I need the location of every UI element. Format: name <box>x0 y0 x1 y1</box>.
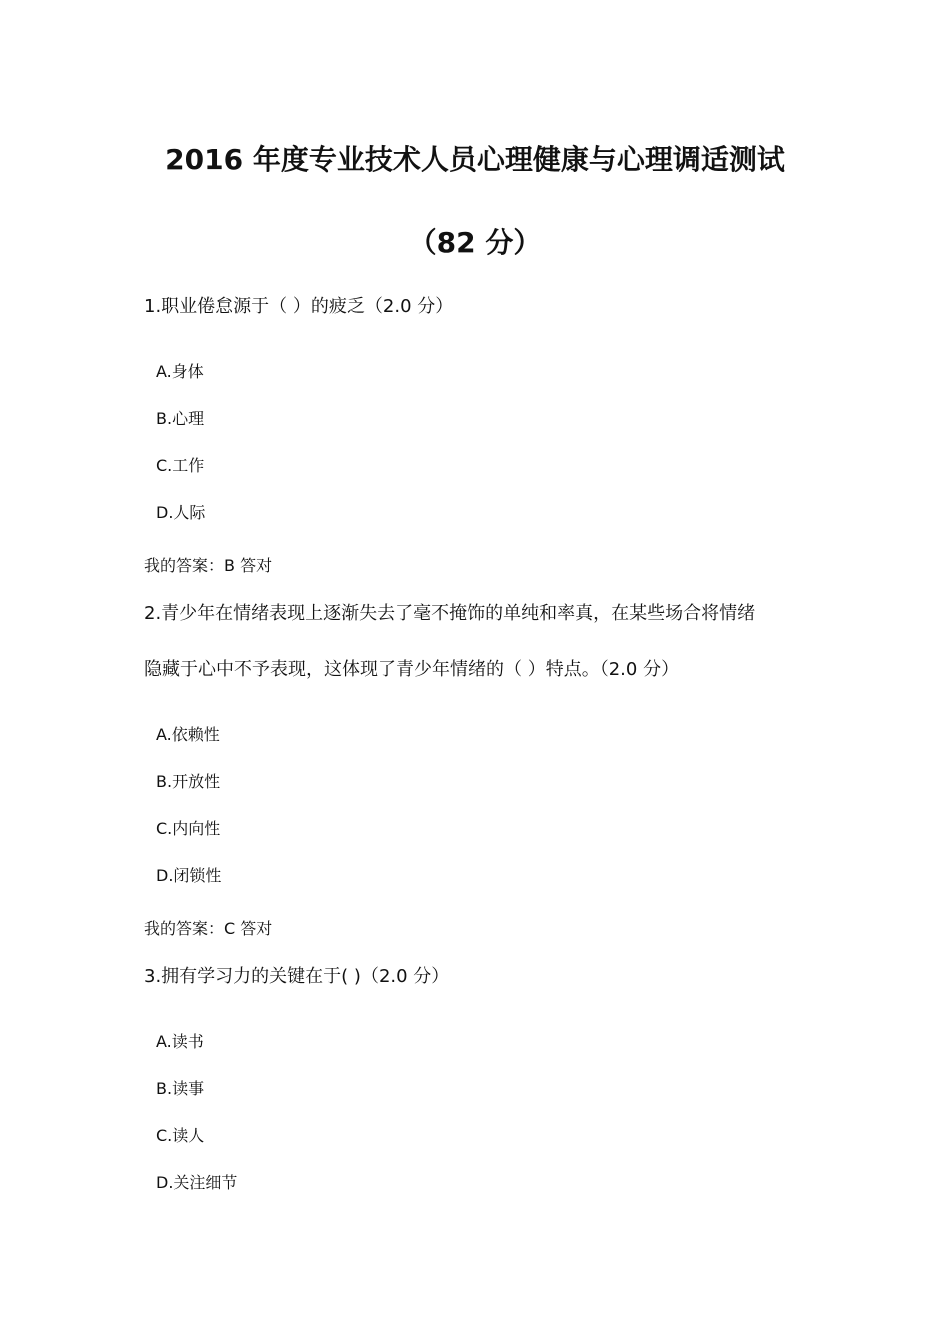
question-1-option-d: D.人际 <box>156 503 206 522</box>
question-1-option-b: B.心理 <box>156 409 205 428</box>
question-1-stem: 1.职业倦怠源于（ ）的疲乏（2.0 分） <box>144 296 454 317</box>
question-1-option-c: C.工作 <box>156 456 205 475</box>
question-3-option-c: C.读人 <box>156 1126 205 1145</box>
question-3-option-b: B.读事 <box>156 1079 205 1098</box>
question-2-answer: 我的答案：C 答对 <box>144 919 273 938</box>
question-3-option-d: D.关注细节 <box>156 1173 238 1192</box>
document-score: （82 分） <box>408 226 542 259</box>
question-1-option-a: A.身体 <box>156 362 204 381</box>
question-2-option-d: D.闭锁性 <box>156 866 222 885</box>
question-3-stem: 3.拥有学习力的关键在于( )（2.0 分） <box>144 966 450 987</box>
document-title: 2016 年度专业技术人员心理健康与心理调适测试 <box>165 143 785 176</box>
question-2-option-b: B.开放性 <box>156 772 221 791</box>
question-2-option-c: C.内向性 <box>156 819 221 838</box>
question-2-stem-line-1: 2.青少年在情绪表现上逐渐失去了毫不掩饰的单纯和率真，在某些场合将情绪 <box>144 603 756 624</box>
question-2-option-a: A.依赖性 <box>156 725 220 744</box>
question-2-stem-line-2: 隐藏于心中不予表现，这体现了青少年情绪的（ ）特点。（2.0 分） <box>144 659 680 680</box>
question-3-option-a: A.读书 <box>156 1032 204 1051</box>
question-1-answer: 我的答案：B 答对 <box>144 556 273 575</box>
